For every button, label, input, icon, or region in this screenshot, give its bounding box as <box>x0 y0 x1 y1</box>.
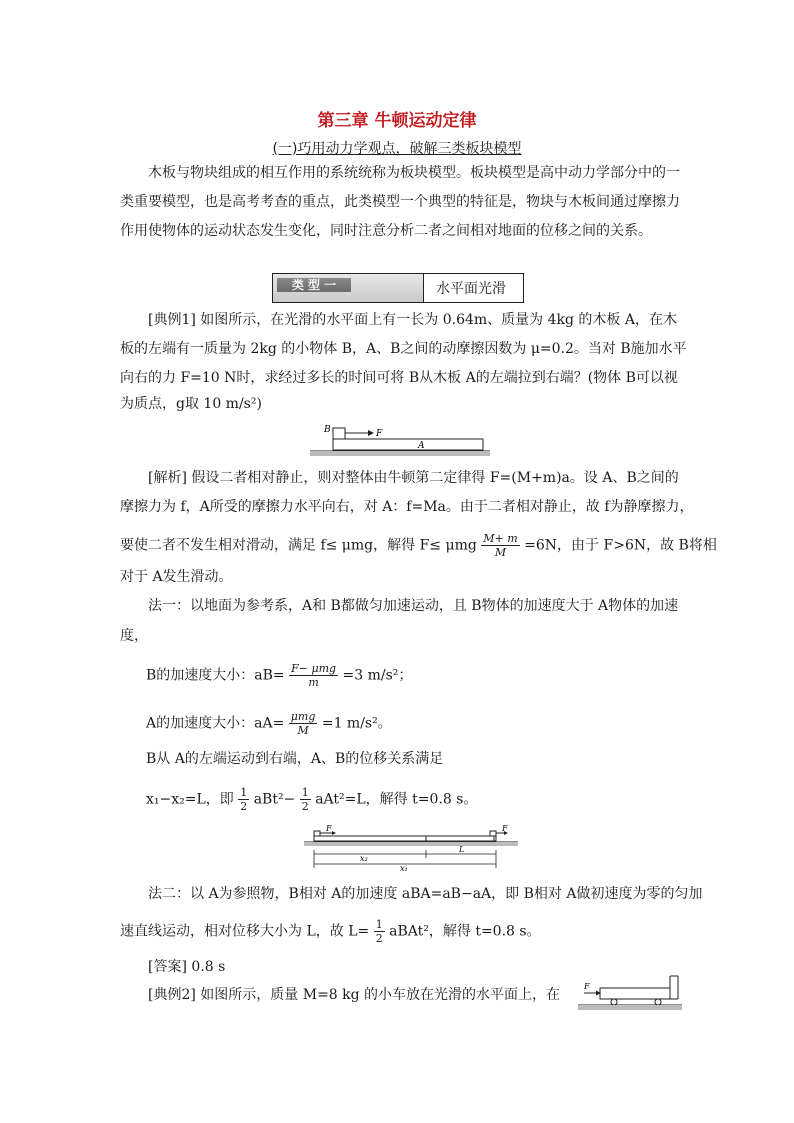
type-tag-text: 水平面光滑 <box>436 281 506 297</box>
label-l: L <box>459 845 465 854</box>
half-fraction-2 <box>300 786 311 813</box>
method1-equation <box>146 786 477 813</box>
analysis-line-3 <box>120 532 717 559</box>
chapter-title: 第三章 牛顿运动定律 <box>317 111 477 131</box>
type-tag-label: 类 型 一 <box>277 278 351 292</box>
example1-line-1: [典例1] 如图所示，在光滑的水平面上有一长为 0.64m、质量为 4kg 的木板 A，在木 <box>148 312 677 328</box>
label-a: A <box>418 441 425 451</box>
method2-line-2 <box>120 918 541 945</box>
method2-line-2-suffix: aBAt²，解得 t=0.8 s。 <box>389 923 541 940</box>
equation-middle: aBt²− <box>253 791 296 808</box>
cart-wheel-left <box>611 999 617 1005</box>
a-accel-den: M <box>297 724 309 737</box>
method2-half-num: 1 <box>375 918 383 931</box>
a-accel-prefix: A的加速度大小：aA= <box>146 715 285 732</box>
intro-line-1: 木板与物块组成的相互作用的系统统称为板块模型。板块模型是高中动力学部分中的一 <box>148 165 680 181</box>
force-arrowhead-1 <box>332 831 336 835</box>
method1-b-accel <box>146 662 412 689</box>
method1-a-accel <box>146 710 392 737</box>
analysis-line-3-b: =6N，由于 F>6N，故 B将相 <box>524 537 717 554</box>
block-start <box>314 831 320 836</box>
label-f1: F <box>326 824 332 833</box>
board-end <box>426 836 496 841</box>
b-accel-suffix: =3 m/s²； <box>342 667 413 684</box>
label-x1: x₁ <box>400 864 408 872</box>
example1-line-2: 板的左端有一质量为 2kg 的小物体 B，A、B之间的动摩擦因数为 μ=0.2。当对 B施加水平 <box>120 341 687 357</box>
a-accel-num: μmg <box>290 710 316 723</box>
fraction-den: M <box>494 546 507 559</box>
label-f2: F <box>502 824 508 833</box>
type-tag <box>272 273 524 303</box>
b-accel-den: m <box>308 676 319 689</box>
a-accel-fraction <box>289 710 318 737</box>
analysis-line-4: 对于 A发生滑动。 <box>120 569 233 585</box>
block-end <box>490 831 496 836</box>
intro-line-3: 作用使物体的运动状态发生变化，同时注意分析二者之间相对地面的位移之间的关系。 <box>120 223 652 239</box>
half-fraction-1 <box>238 786 249 813</box>
analysis-line-1: [解析] 假设二者相对静止，则对整体由牛顿第二定律得 F=(M+m)a。设 A、B之间的 <box>148 470 679 486</box>
b-accel-fraction <box>289 662 338 689</box>
answer: [答案] 0.8 s <box>148 959 226 975</box>
board-a <box>333 439 483 450</box>
half-1-den: 2 <box>240 800 248 813</box>
method2-half-den: 2 <box>375 932 383 945</box>
cart-label-f: F <box>584 982 590 991</box>
board-start <box>314 836 494 841</box>
label-f: F <box>376 429 383 439</box>
label-b: B <box>324 425 331 435</box>
equation-suffix: aAt²=L，解得 t=0.8 s。 <box>315 791 478 808</box>
figure-2-displacement <box>304 824 518 872</box>
figure-1-board-block <box>310 418 490 458</box>
example1-line-4: 为质点，g取 10 m/s²) <box>120 396 262 412</box>
block-b <box>333 428 345 439</box>
cart-body <box>600 988 670 999</box>
cart-ground-hatch <box>578 1005 682 1010</box>
example1-line-3: 向右的力 F=10 N时，求经过多长的时间可将 B从木板 A的左端拉到右端？(物体 B可以视 <box>120 370 678 386</box>
b-accel-prefix: B的加速度大小：aB= <box>146 667 285 684</box>
force-arrowhead <box>368 430 374 436</box>
half-1-num: 1 <box>240 786 248 799</box>
half-2-den: 2 <box>301 800 309 813</box>
example2-line-1: [典例2] 如图所示，质量 M=8 kg 的小车放在光滑的水平面上，在 <box>148 987 561 1003</box>
type-tag-badge <box>273 274 424 302</box>
analysis-line-2: 摩擦力为 f，A所受的摩擦力水平向右，对 A：f=Ma。由于二者相对静止，故 f为静摩擦力， <box>120 499 694 515</box>
ground-hatch <box>310 451 490 456</box>
half-2-num: 1 <box>301 786 309 799</box>
method2-line-2-prefix: 速直线运动，相对位移大小为 L，故 L= <box>120 923 370 940</box>
label-x2: x₂ <box>360 854 368 863</box>
b-accel-num: F− μmg <box>291 662 337 675</box>
method1-relation: B从 A的左端运动到右端，A、B的位移关系满足 <box>146 751 444 767</box>
fraction-num: M+ m <box>483 532 518 545</box>
method2-half-fraction <box>374 918 385 945</box>
fraction-mm-over-m <box>481 532 519 559</box>
section-subtitle: (一)巧用动力学观点，破解三类板块模型 <box>272 141 522 157</box>
analysis-line-3-a: 要使二者不发生相对滑动，满足 f≤ μmg，解得 F≤ μmg <box>120 537 477 554</box>
figure-3-cart <box>578 974 682 1012</box>
method1-line-2: 度， <box>120 628 148 644</box>
method2-line-1: 法二：以 A为参照物，B相对 A的加速度 aBA=aB−aA，即 B相对 A做初速度为零的匀加 <box>148 886 703 902</box>
equation-prefix: x₁−x₂=L，即 <box>146 791 234 808</box>
cart-wheel-right <box>655 999 661 1005</box>
ground-hatch-2 <box>304 842 518 846</box>
a-accel-suffix: =1 m/s²。 <box>321 715 392 732</box>
method1-line-1: 法一：以地面为参考系，A和 B都做匀加速运动，且 B物体的加速度大于 A物体的加速 <box>148 598 679 614</box>
intro-line-2: 类重要模型，也是高考考查的重点，此类模型一个典型的特征是，物块与木板间通过摩擦力 <box>120 194 680 210</box>
